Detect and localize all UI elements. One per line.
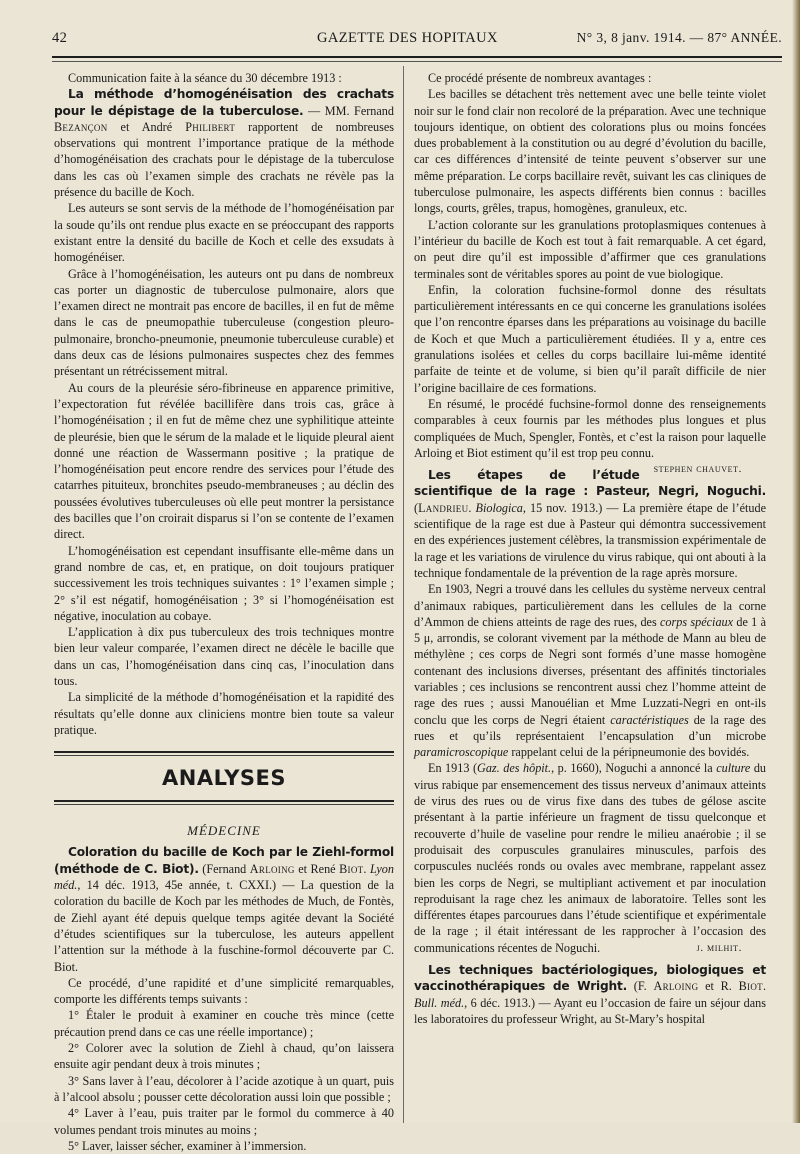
step-item: 2° Colorer avec la solution de Ziehl à chaud, qu’on laissera ensuite agir pendant deux à trois minutes ; [54, 1041, 394, 1072]
author-name: Biot [339, 861, 364, 876]
paragraph: En 1903, Negri a trouvé dans les cellules du système nerveux central d’animaux rabiques, particulièrement dans les cellules de la corne d’Ammon de chiens atteints de rage des rues, des corps spéciaux de 1 à 5 μ, arrondis, se colorant vivement par la méthode de Mann au bleu de méthylène ; ces corps de Negri sont formés d’une masse homogène contenant des inclusions diverses, présentant des affinités tinctoriales variables ; ces inclusions se rencontrent aussi chez l’homme atteint de rage des rues ; aussi Manouélian et Mme Luzzati-Negri en ont-ils conclu que les corps de Negri étaient caractéristiques de la rage des rues et qu’ils représentaient l’encapsulation d’un microbe paramicroscopique rappelant celui de la péripneumonie des bovidés. [414, 582, 766, 760]
author-name: Philibert [185, 119, 236, 134]
step-item: 1° Étaler le produit à examiner en couche très mince (cette précaution prend dans ce cas une réelle importance) ; [54, 1008, 394, 1039]
paragraph: Les bacilles se détachent très nettement avec une belle teinte violet noir sur le fond clair non recoloré de la préparation. Avec une technique toujours identique, on obtient des colorations plus ou moins foncées dues probablement à la constitution ou au degré d’évolution du bacille, car ces différences d’intensité de teinte peuvent s’observer sur une même préparation. Le corps bacillaire revêt, suivant les cas cliniques de tuberculose pulmonaire, les aspects différents bien connus : bacilles longs, courts, grêles, trapus, homogènes, granuleux, etc. [414, 87, 766, 216]
page-number: 42 [52, 30, 68, 46]
author-name: Arloing [249, 861, 295, 876]
article-title: Les étapes de l’étude scientifique de la rage : Pasteur, Negri, Noguchi. [414, 468, 766, 499]
author-name: Arloing [653, 979, 699, 994]
journal-ref: Bull. méd. [414, 995, 465, 1010]
author-name: Landrieu [418, 500, 469, 515]
paragraph: Grâce à l’homogénéisation, les auteurs ont pu dans de nombreux cas porter un diagnostic de tuberculose pulmonaire, alors que l’examen direct ne montrait pas encore de bacilles, il en fut de même dans le cas de pneumopathie tuberculeuse (congestion pleuro-pulmonaire, broncho-pneumonie, pneumonie tuberculeuse curable) et dans deux cas de lésions pulmonaires suspectes chez des femmes présentant un rétrécissement mitral. [54, 266, 394, 379]
header-rule [52, 56, 782, 62]
journal-ref: Biologica [475, 500, 523, 515]
left-column [54, 70, 394, 1153]
article-title: Coloration du bacille de Koch par le Ziehl-formol (méthode de C. Biot). [54, 845, 394, 876]
article-title: Les techniques bactériologiques, biologiques et vaccinothérapiques de Wright. [414, 963, 766, 994]
signature: j. milhit. [696, 941, 742, 954]
issue-info: N° 3, 8 janv. 1914. — 87° ANNÉE. [576, 30, 782, 45]
article-rage-p1: Les étapes de l’étude scientifique de la rage : Pasteur, Negri, Noguchi. (Landrieu. Biologica, 15 nov. 1913.) — La première étape de l’étude scientifique de la rage est due à Pasteur qui démontra successivement en des expériences justement célèbres, la transmission expérimentale de la rage et les variations de virulence du virus rabique, qui ont abouti à la technique fondamentale de la prévention de la rage après morsure. [414, 468, 767, 580]
section-rule [54, 800, 394, 805]
paragraph: En 1913 (Gaz. des hôpit., p. 1660), Noguchi a annoncé la culture du virus rabique par ensemencement des tissus nerveux d’animaux atteints de virus des rues ou de virus fixe dans des tubes de gélose ascite présentant à la partie inférieure un fragment de tissu quelconque et recouverte d’huile de vaseline pour rendre le milieu anaérobie ; il se produisait des corpuscules granulaires minuscules, parfois des corpuscules nucléés ronds ou ovales avec membrane, rappelant assez bien les corps de Negri, se multipliant activement et par inoculation reproduisant la rage chez les animaux de laboratoire. Telles sont les différentes étapes parcourues dans l’étude scientifique et expérimentale de la rage ; il était intéressant de les rapprocher à l’occasion des communications récentes de Noguchi. j. milhit. [414, 761, 767, 955]
article-ziehl-p1: Coloration du bacille de Koch par le Ziehl-formol (méthode de C. Biot). (Fernand Arloing et René Biot. Lyon méd., 14 déc. 1913, 45e année, t. CXXI.) — La question de la coloration du bacille de Koch par les méthodes de Much, de Fontès, de Ziehl ayant été depuis quelque temps agitée devant la Société d’études scientifiques sur la tuberculose, les auteurs appellent l’attention sur la méthode à la fuschine-formol découverte par C. Biot. [54, 845, 394, 974]
intro-line: Communication faite à la séance du 30 décembre 1913 : [68, 71, 342, 85]
paragraph: Enfin, la coloration fuchsine-formol donne des résultats particulièrement intéressants en ce qui concerne les granulations isolées que l’on rencontre éparses dans les préparations au voisinage du bacille de Koch et que Much a particulièrement étudiées. Il y a, entre ces granulations isolées et celles du corps bacillaire lui-même identité parfaite de teinte et de volume, si bien qu’il paraît difficile de nier l’origine bacillaire de ces formations. [414, 282, 766, 395]
signature: stephen chauvet. [653, 463, 742, 476]
author-name: Bezançon [54, 119, 108, 134]
step-item: 3° Sans laver à l’eau, décolorer à l’acide azotique à un quart, puis à l’alcool absolu ; pousser cette décoloration aussi loin que possible ; [54, 1073, 394, 1104]
paragraph: En résumé, le procédé fuchsine-formol donne des renseignements comparables à ceux fournis par les méthodes plus longues et plus compliquées de Much, Spengler, Fontès, et c’est la raison pour laquelle Arloing et Biot estiment qu’il est trop peu connu. stephen chauvet. [414, 396, 766, 461]
right-column [414, 70, 766, 1115]
page-edge [792, 0, 800, 1123]
page-header [52, 30, 782, 52]
paragraph: Au cours de la pleurésie séro-fibrineuse en apparence primitive, l’expectoration fut révélée bacillifère dans trois cas, grâce à l’homogénéisation ; il en fut de même chez une syphilitique atteinte de pleurésie, bien que le sérum de la malade et le liquide pleural aient donné une réaction de Wassermann positive ; la pratique de l’homogénéisation peut encore rendre des services pour l’étude des catarrhes pituiteux, bronchites pseudo-membraneuses ; au déclin des poussées évolutives tuberculeuses où elle peut montrer la persistance des bacilles que l’on croirait disparus si l’on se contente de l’examen direct. [54, 380, 394, 542]
paragraph: Ce procédé, d’une rapidité et d’une simplicité remarquables, comporte les différents temps suivants : [54, 975, 394, 1007]
journal-ref: Lyon méd. [54, 861, 394, 893]
step-item: 5° Laver, laisser sécher, examiner à l’immersion. [68, 1138, 307, 1153]
paragraph: L’action colorante sur les granulations protoplasmiques contenues à l’intérieur du bacille de Koch est tout à fait remarquable. A cet égard, on peut dire qu’il est impossible d’affirmer que ces granulations terminales sont de véritables spores au point de vue biologique. [414, 217, 766, 281]
paragraph: L’application à dix pus tuberculeux des trois techniques montre bien leur valeur comparée, l’examen direct ne décèle le bacille que dans un cas, l’homogénéisation dans cinq cas, l’inoculation dans tous. [54, 625, 394, 688]
subsection-heading: MÉDECINE [187, 823, 261, 839]
section-heading: ANALYSES [162, 766, 286, 791]
journal-title: GAZETTE DES HOPITAUX [317, 30, 498, 46]
section-rule [54, 751, 394, 756]
article-wright-p1: Les techniques bactériologiques, biologiques et vaccinothérapiques de Wright. (F. Arloing et R. Biot. Bull. méd., 6 déc. 1913.) — Ayant eu l’occasion de faire un séjour dans les laboratoires du professeur Wright, au St-Mary’s hospital [414, 963, 766, 1026]
article-title: La méthode d’homogénéisation des crachats pour le dépistage de la tuberculose. [54, 87, 394, 118]
paragraph: La simplicité de la méthode d’homogénéisation et la rapidité des résultats qu’elle donne aux cliniciens montre bien toute sa valeur pratique. [54, 690, 394, 737]
author-name: Biot [738, 979, 763, 994]
paragraph: Les auteurs se sont servis de la méthode de l’homogénéisation par la soude qu’ils ont rendue plus exacte en se préoccupant des rapports existant entre la densité du bacille de Koch et celle des exsudats à homogénéiser. [54, 201, 394, 265]
column-separator [403, 66, 404, 1123]
paragraph: Ce procédé présente de nombreux avantages : [428, 71, 652, 85]
article-homogeneisation-p1: La méthode d’homogénéisation des crachats pour le dépistage de la tuberculose. — MM. Fernand Bezançon et André Philibert rapportent de nombreuses observations qui montrent l’importance pratique de la méthode d’homogénéisation des crachats pour le dépistage de la tuberculose dans les cas où l’examen simple des crachats ne révèle pas la présence du bacille de Koch. [54, 87, 394, 200]
step-item: 4° Laver à l’eau, puis traiter par le formol du commerce à 40 volumes pendant trois minutes au moins ; [54, 1106, 394, 1137]
paragraph: L’homogénéisation est cependant insuffisante elle-même dans un grand nombre de cas, et, en pratique, on doit toujours pratiquer successivement les trois techniques suivantes : 1° l’examen simple ; 2° s’il est négatif, homogénéisation ; 3° si l’homogénéisation est négative, inoculation au cobaye. [54, 543, 394, 623]
